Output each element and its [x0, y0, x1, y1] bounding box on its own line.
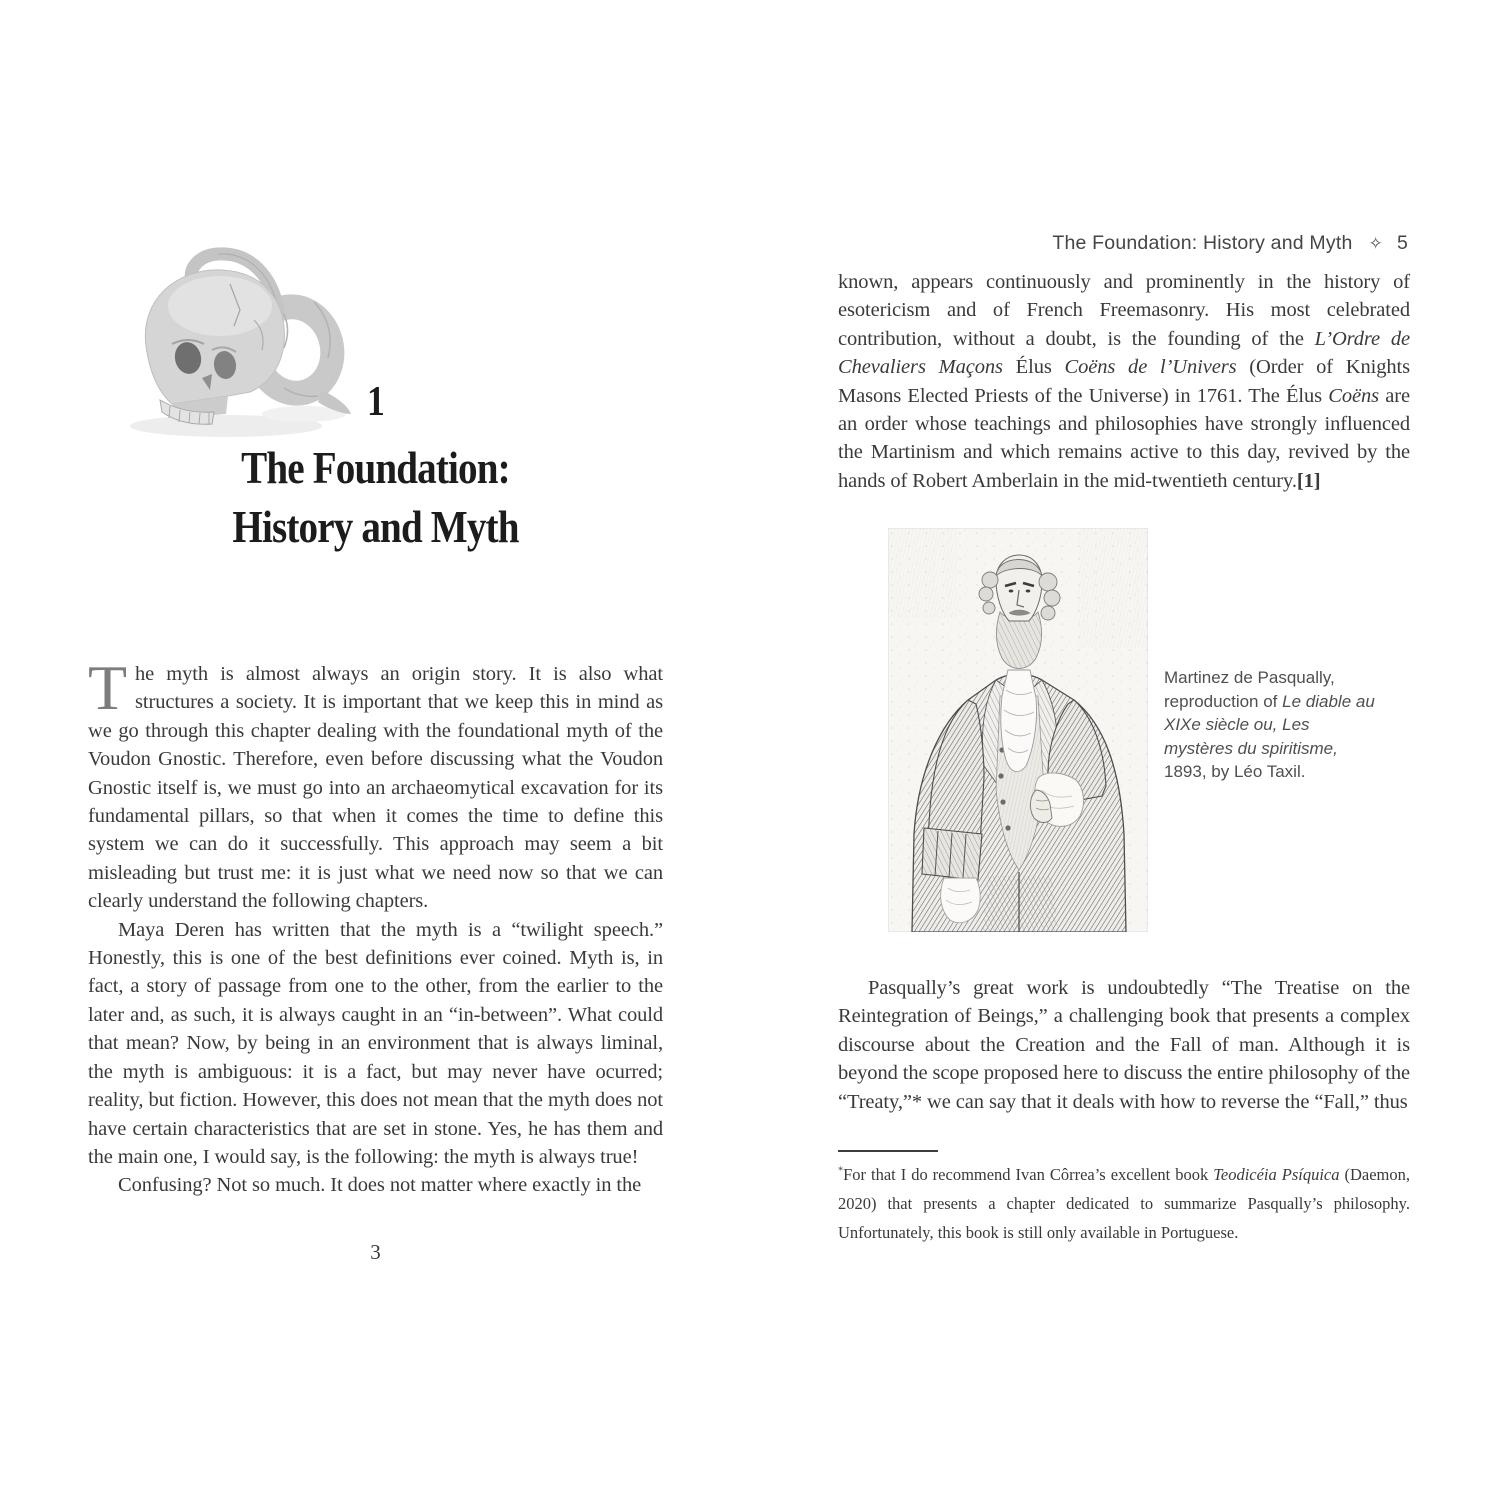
footnote: *For that I do recommend Ivan Côrrea’s excellent book Teodicéia Psíquica (Daemon, 2020) that presents a chapter dedicated to summarize Pasqually’s philosophy. Unfortunately, this book is still only available in Portuguese.: [838, 1165, 1410, 1242]
running-header-title: The Foundation: History and Myth: [1052, 232, 1353, 254]
pasqually-portrait: [888, 528, 1148, 932]
page-number-right: 5: [1396, 232, 1408, 254]
paragraph: Maya Deren has written that the myth is a “twilight speech.” Honestly, this is one of the best definitions ever coined. Myth is, in fact, a story of passage from one to the other, from the earlier to the later and, as such, it is always caught in an “in-between”. What could that mean? Now, by being in an environment that is always liminal, the myth is ambiguous: it is a fact, but may never have ocurred; reality, but fiction. However, this does not mean that the myth does not have certain characteristics that are set in stone. Yes, he has them and the main one, I would say, is the following: the myth is always true!: [88, 918, 663, 1168]
right-page-paragraph-2: [838, 974, 1410, 1116]
paragraph: known, appears continuously and prominently in the history of esotericism and of French Freemasonry. His most celebrated contribution, without a doubt, is the founding of the L’Ordre de Chevaliers Maçons Élus Coëns de l’Univers (Order of Knights Masons Elected Priests of the Universe) in 1761. The Élus Coëns are an order whose teachings and philosophies have strongly influenced the Martinism and which remains active to this day, revived by the hands of Robert Amberlain in the mid-twentieth century.[1]: [838, 271, 1410, 492]
page-number-left: 3: [370, 1240, 381, 1264]
chapter-title: [131, 438, 620, 556]
left-page: [88, 0, 663, 1500]
right-page: [838, 0, 1410, 1500]
pasqually-portrait-image: [888, 528, 1148, 932]
paragraph: The myth is almost always an origin story. It is also what structures a society. It is important that we keep this in mind as we go through this chapter dealing with the foundational myth of the Voudon Gnostic. Therefore, even before discussing what the Voudon Gnostic itself is, we must go into an archaeomytical excavation for its fundamental pillars, so that when it comes the time to define this system we can do it successfully. This approach may seem a bit misleading but trust me: it is just what we need now so that we can clearly understand the following chapters.: [88, 652, 663, 913]
drop-cap: T: [88, 652, 127, 723]
diamond-ornament-icon: ✧: [1368, 234, 1383, 253]
chapter-title-line2: History and Myth: [232, 501, 519, 552]
chapter-title-line1: The Foundation:: [241, 442, 510, 493]
paragraph: Pasqually’s great work is undoubtedly “The Treatise on the Reintegration of Beings,” a challenging book that presents a complex discourse about the Creation and the Fall of man. Although it is beyond the scope proposed here to discuss the entire philosophy of the “Treaty,”* we can say that it deals with how to reverse the “Fall,” thus: [838, 977, 1410, 1113]
paragraph: Confusing? Not so much. It does not matter where exactly in the: [118, 1174, 642, 1197]
chapter-number: 1: [367, 379, 384, 425]
footnote-marker: *: [838, 1165, 844, 1177]
left-page-body: [88, 652, 663, 1200]
endnote-reference: [1]: [1296, 469, 1321, 492]
right-page-paragraph-1: [838, 268, 1410, 495]
running-header: [838, 232, 1410, 255]
figure-caption: Martinez de Pasqually, reproduction of Le diable au XIXe siècle ou, Les mystères du spiritisme, 1893, by Léo Taxil.: [1164, 668, 1375, 781]
footnote-rule: [838, 1150, 938, 1152]
